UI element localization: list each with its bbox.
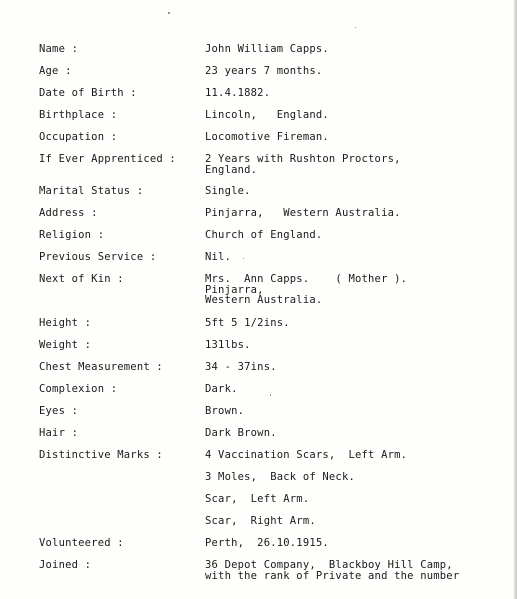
field-label: Complexion : bbox=[39, 383, 118, 395]
field-label: Address : bbox=[39, 207, 98, 219]
field-value-line: 4 Vaccination Scars, Left Arm. bbox=[205, 449, 408, 461]
field-value bbox=[205, 428, 277, 439]
field-value-line: Lincoln, England. bbox=[205, 109, 329, 121]
field-value bbox=[205, 66, 322, 77]
field-value bbox=[205, 44, 329, 55]
field-label: Joined : bbox=[39, 559, 92, 571]
field-label: If Ever Apprenticed : bbox=[39, 153, 176, 165]
field-value bbox=[205, 252, 231, 263]
field-label: Age : bbox=[39, 65, 72, 77]
field-value bbox=[205, 516, 316, 527]
field-value-line: Mrs. Ann Capps. ( Mother ). bbox=[205, 273, 408, 285]
field-value-line: Single. bbox=[205, 185, 251, 197]
field-label: Weight : bbox=[39, 339, 92, 351]
field-value bbox=[205, 132, 329, 143]
field-value-line: 3 Moles, Back of Neck. bbox=[205, 471, 355, 483]
field-value-line: Dark. bbox=[205, 383, 238, 395]
field-value bbox=[205, 340, 251, 351]
field-value-line: 23 years 7 months. bbox=[205, 65, 323, 77]
field-label: Chest Measurement : bbox=[39, 361, 163, 373]
field-value-line: John William Capps. bbox=[205, 43, 329, 55]
field-value-line: Nil. bbox=[205, 251, 232, 263]
field-label: Eyes : bbox=[39, 405, 79, 417]
field-value-line: 131lbs. bbox=[205, 339, 251, 351]
field-value-line: Dark Brown. bbox=[205, 427, 277, 439]
field-value bbox=[205, 230, 322, 241]
field-label: Marital Status : bbox=[39, 185, 144, 197]
field-value-line: 5ft 5 1/2ins. bbox=[205, 317, 290, 329]
field-value-line: Brown. bbox=[205, 405, 245, 417]
field-label: Religion : bbox=[39, 229, 105, 241]
field-value-line: Locomotive Fireman. bbox=[205, 131, 329, 143]
field-label: Height : bbox=[39, 317, 92, 329]
field-value-line: Perth, 26.10.1915. bbox=[205, 537, 329, 549]
field-label: Occupation : bbox=[39, 131, 118, 143]
field-value bbox=[205, 88, 270, 99]
field-value bbox=[205, 362, 277, 373]
field-value-line: with the rank of Private and the number bbox=[205, 569, 460, 582]
field-value bbox=[205, 186, 251, 197]
speck bbox=[270, 394, 271, 396]
field-label: Previous Service : bbox=[39, 251, 157, 263]
field-value-line: Scar, Left Arm. bbox=[205, 493, 310, 505]
field-label: Name : bbox=[39, 43, 79, 55]
field-value-line: Pinjarra, Western Australia. bbox=[205, 207, 401, 219]
field-label: Birthplace : bbox=[39, 109, 118, 121]
field-value-line: Pinjarra, bbox=[205, 283, 264, 296]
field-value bbox=[205, 538, 329, 549]
field-value bbox=[205, 560, 459, 581]
field-value-line: 11.4.1882. bbox=[205, 87, 271, 99]
field-value bbox=[205, 406, 244, 417]
field-value-line: England. bbox=[205, 163, 258, 176]
field-value bbox=[205, 208, 401, 219]
field-label: Hair : bbox=[39, 427, 79, 439]
field-value bbox=[205, 450, 407, 461]
field-value bbox=[205, 384, 238, 395]
field-value bbox=[205, 110, 329, 121]
field-value bbox=[205, 494, 309, 505]
field-label: Next of Kin : bbox=[39, 273, 124, 285]
field-label: Distinctive Marks : bbox=[39, 449, 163, 461]
field-value-line: 2 Years with Rushton Proctors, bbox=[205, 153, 401, 165]
field-value-line: Church of England. bbox=[205, 229, 323, 241]
field-value-line: 34 - 37ins. bbox=[205, 361, 277, 373]
field-value-line: 36 Depot Company, Blackboy Hill Camp, bbox=[205, 559, 453, 571]
field-label: Volunteered : bbox=[39, 537, 124, 549]
speck bbox=[355, 27, 356, 28]
speck bbox=[168, 12, 170, 14]
field-value bbox=[205, 274, 407, 306]
field-label: Date of Birth : bbox=[39, 87, 137, 99]
field-value bbox=[205, 318, 290, 329]
field-value bbox=[205, 472, 355, 483]
speck bbox=[243, 258, 244, 259]
field-value-line: Scar, Right Arm. bbox=[205, 515, 316, 527]
field-value bbox=[205, 154, 401, 175]
field-value-line: Western Australia. bbox=[205, 294, 323, 306]
